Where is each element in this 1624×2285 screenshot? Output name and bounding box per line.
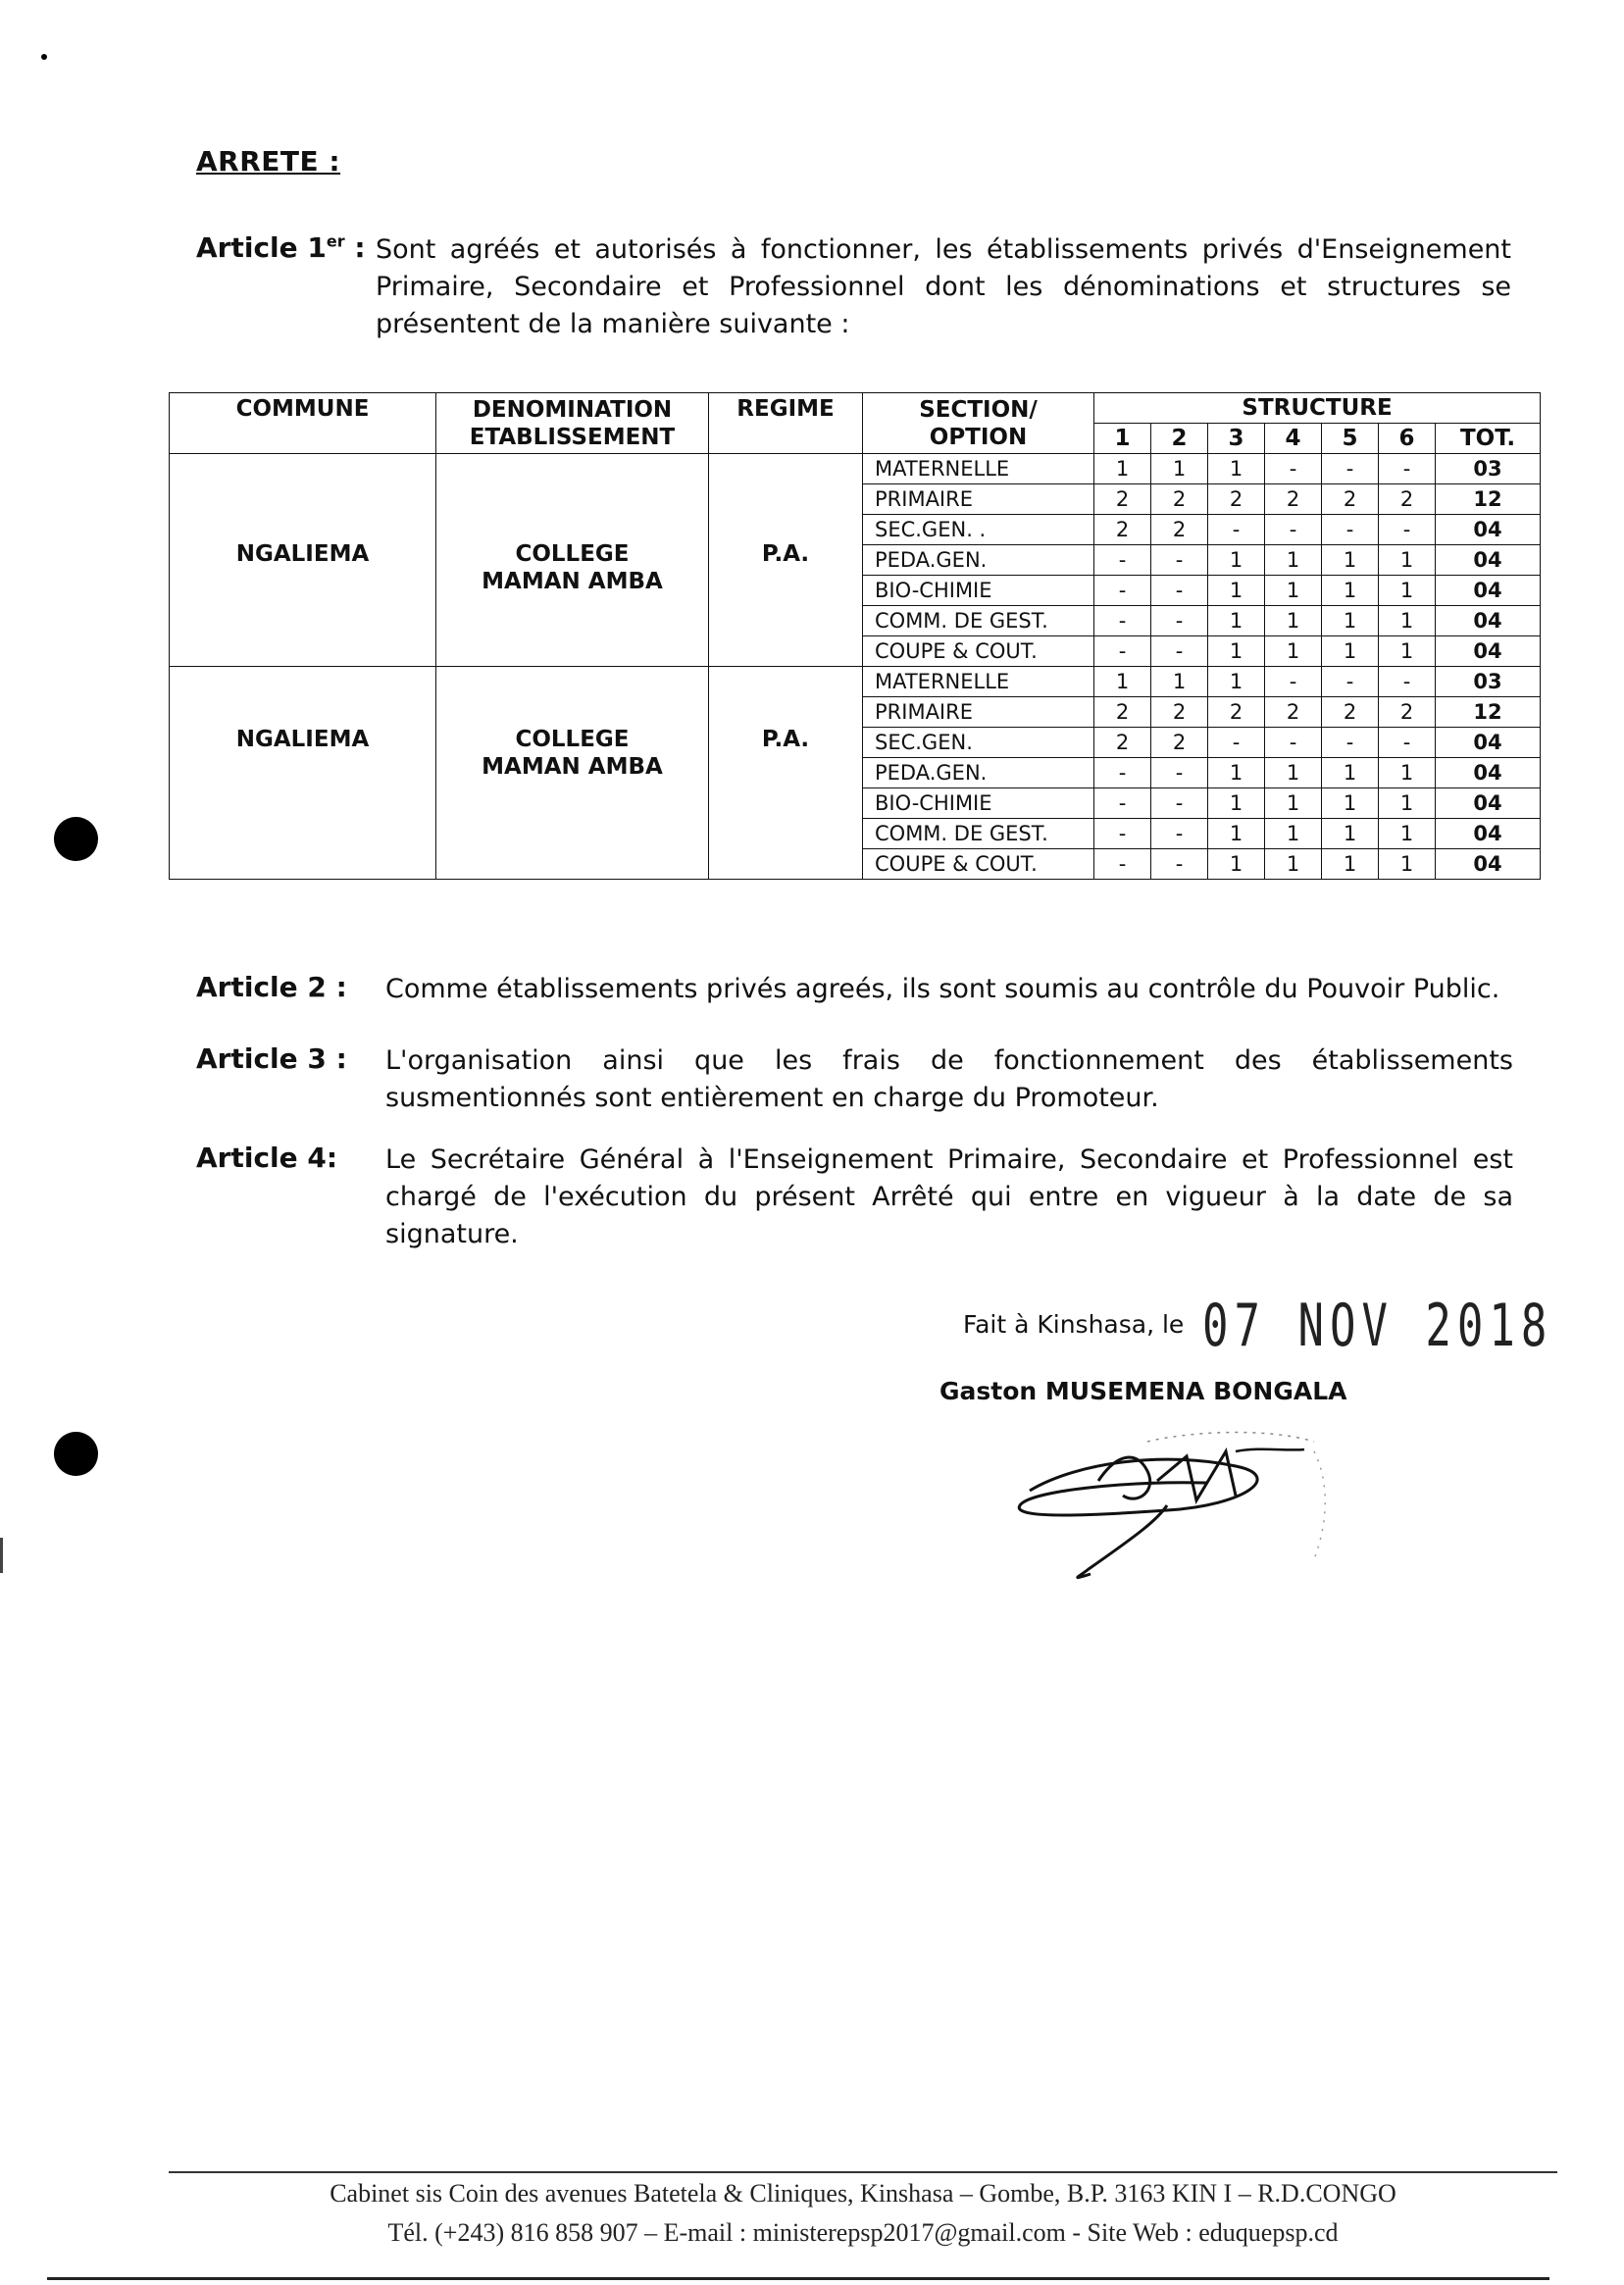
bottom-rule [47, 2277, 1549, 2280]
structure-cell: 1 [1379, 758, 1436, 788]
structure-cell: 1 [1265, 788, 1322, 819]
structure-cell: - [1151, 819, 1208, 849]
structure-cell: - [1265, 667, 1322, 697]
header-col-5: 5 [1322, 424, 1379, 454]
structure-cell: 1 [1208, 636, 1265, 667]
structure-cell: - [1379, 728, 1436, 758]
structure-cell: 1 [1208, 788, 1265, 819]
structure-cell: 1 [1379, 606, 1436, 636]
structure-cell: - [1265, 454, 1322, 484]
total-cell: 04 [1436, 606, 1541, 636]
section-cell: SEC.GEN. [863, 728, 1094, 758]
footer-address: Cabinet sis Coin des avenues Batetela & Cliniques, Kinshasa – Gombe, B.P. 3163 KIN I – R.D.CONGO [330, 2179, 1396, 2208]
punch-hole [54, 817, 98, 861]
article-3-label: Article 3 : [196, 1042, 347, 1075]
structure-cell: - [1094, 758, 1151, 788]
table-row [170, 667, 1541, 697]
structure-cell: - [1094, 576, 1151, 606]
structure-cell: 2 [1208, 697, 1265, 728]
article-1-text: Sont agréés et autorisés à fonctionner, les établissements privés d'Enseignement Primaire, Secondaire et Professionnel dont les dénominations et structures se présentent de la manière suivante : [376, 234, 1511, 339]
structure-cell: - [1094, 788, 1151, 819]
header-regime: REGIME [709, 393, 863, 454]
structure-cell: 1 [1265, 545, 1322, 576]
establishments-table [169, 392, 1541, 880]
structure-cell: - [1322, 728, 1379, 758]
structure-cell: 2 [1322, 484, 1379, 515]
structure-cell: 1 [1151, 454, 1208, 484]
header-section-option: SECTION/ OPTION [863, 393, 1094, 454]
commune-cell: NGALIEMA [170, 454, 436, 667]
structure-cell: 1 [1322, 788, 1379, 819]
total-cell: 12 [1436, 484, 1541, 515]
structure-cell: - [1151, 849, 1208, 880]
structure-cell: - [1151, 788, 1208, 819]
total-cell: 04 [1436, 758, 1541, 788]
section-cell: PEDA.GEN. [863, 545, 1094, 576]
structure-cell: 2 [1265, 697, 1322, 728]
header-col-6: 6 [1379, 424, 1436, 454]
article-2-text: Comme établissements privés agreés, ils sont soumis au contrôle du Pouvoir Public. [385, 974, 1500, 1004]
header-denomination: DENOMINATION ETABLISSEMENT [436, 393, 709, 454]
section-cell: COMM. DE GEST. [863, 819, 1094, 849]
structure-cell: 2 [1151, 484, 1208, 515]
section-cell: COUPE & COUT. [863, 849, 1094, 880]
structure-cell: - [1094, 545, 1151, 576]
structure-cell: - [1208, 728, 1265, 758]
total-cell: 04 [1436, 788, 1541, 819]
structure-cell: - [1379, 454, 1436, 484]
section-cell: PRIMAIRE [863, 484, 1094, 515]
establishment-cell: COLLEGE MAMAN AMBA [436, 667, 709, 880]
structure-cell: 1 [1208, 576, 1265, 606]
header-col-4: 4 [1265, 424, 1322, 454]
ink-speck [41, 54, 47, 60]
structure-cell: 2 [1151, 728, 1208, 758]
structure-cell: - [1322, 515, 1379, 545]
structure-cell: 1 [1208, 545, 1265, 576]
total-cell: 04 [1436, 849, 1541, 880]
structure-cell: 1 [1322, 545, 1379, 576]
structure-cell: 1 [1208, 454, 1265, 484]
article-3-text: L'organisation ainsi que les frais de fonctionnement des établissements susmentionnés sont entièrement en charge du Promoteur. [385, 1045, 1513, 1113]
signer-name: Gaston MUSEMENA BONGALA [939, 1377, 1347, 1405]
structure-cell: 1 [1208, 758, 1265, 788]
structure-cell: 1 [1379, 819, 1436, 849]
table-row [170, 454, 1541, 484]
structure-cell: 1 [1322, 758, 1379, 788]
structure-cell: 1 [1322, 606, 1379, 636]
structure-cell: 1 [1265, 636, 1322, 667]
structure-cell: - [1094, 819, 1151, 849]
punch-hole [54, 1432, 98, 1476]
section-cell: PRIMAIRE [863, 697, 1094, 728]
date-stamp: 07 NOV 2018 [1202, 1293, 1553, 1360]
structure-cell: 1 [1094, 454, 1151, 484]
total-cell: 04 [1436, 576, 1541, 606]
structure-cell: 1 [1208, 606, 1265, 636]
header-col-2: 2 [1151, 424, 1208, 454]
structure-cell: 1 [1265, 819, 1322, 849]
structure-cell: - [1379, 667, 1436, 697]
structure-cell: - [1379, 515, 1436, 545]
structure-cell: 2 [1094, 697, 1151, 728]
structure-cell: 1 [1379, 788, 1436, 819]
section-cell: MATERNELLE [863, 454, 1094, 484]
structure-cell: 1 [1265, 576, 1322, 606]
section-cell: PEDA.GEN. [863, 758, 1094, 788]
total-cell: 04 [1436, 819, 1541, 849]
total-cell: 03 [1436, 667, 1541, 697]
structure-cell: 1 [1094, 667, 1151, 697]
article-4-text: Le Secrétaire Général à l'Enseignement Primaire, Secondaire et Professionnel est chargé de l'exécution du présent Arrêté qui entre en vigueur à la date de sa signature. [385, 1144, 1513, 1249]
article-2-label: Article 2 : [196, 971, 347, 1003]
structure-cell: 2 [1094, 484, 1151, 515]
section-cell: COMM. DE GEST. [863, 606, 1094, 636]
regime-cell: P.A. [709, 667, 863, 880]
handwritten-signature [990, 1412, 1383, 1608]
place-and-date-label: Fait à Kinshasa, le [963, 1310, 1185, 1339]
structure-cell: 2 [1151, 697, 1208, 728]
structure-cell: 1 [1379, 545, 1436, 576]
structure-cell: 2 [1208, 484, 1265, 515]
header-commune: COMMUNE [170, 393, 436, 454]
section-cell: BIO-CHIMIE [863, 576, 1094, 606]
article-1-label: Article 1er : [196, 231, 366, 264]
structure-cell: - [1151, 758, 1208, 788]
structure-cell: 1 [1379, 849, 1436, 880]
structure-cell: 1 [1322, 636, 1379, 667]
regime-cell: P.A. [709, 454, 863, 667]
structure-cell: 2 [1151, 515, 1208, 545]
header-col-1: 1 [1094, 424, 1151, 454]
structure-cell: - [1094, 606, 1151, 636]
decree-heading: ARRETE : [196, 145, 341, 178]
header-structure: STRUCTURE [1094, 393, 1541, 424]
structure-cell: - [1151, 636, 1208, 667]
commune-cell: NGALIEMA [170, 667, 436, 880]
total-cell: 04 [1436, 545, 1541, 576]
structure-cell: 1 [1265, 606, 1322, 636]
structure-cell: 1 [1151, 667, 1208, 697]
structure-cell: - [1151, 576, 1208, 606]
structure-cell: 1 [1208, 819, 1265, 849]
structure-cell: - [1094, 636, 1151, 667]
structure-cell: - [1265, 515, 1322, 545]
total-cell: 04 [1436, 636, 1541, 667]
total-cell: 04 [1436, 515, 1541, 545]
structure-cell: 2 [1094, 728, 1151, 758]
article-4-label: Article 4: [196, 1142, 338, 1174]
section-cell: SEC.GEN. . [863, 515, 1094, 545]
structure-cell: - [1151, 606, 1208, 636]
structure-cell: 2 [1322, 697, 1379, 728]
structure-cell: 1 [1208, 667, 1265, 697]
structure-cell: 1 [1322, 576, 1379, 606]
structure-cell: 1 [1265, 849, 1322, 880]
structure-cell: 1 [1379, 636, 1436, 667]
structure-cell: 2 [1379, 697, 1436, 728]
structure-cell: 1 [1208, 849, 1265, 880]
section-cell: COUPE & COUT. [863, 636, 1094, 667]
scan-edge-mark [0, 1538, 3, 1573]
structure-cell: 1 [1322, 849, 1379, 880]
structure-cell: 1 [1379, 576, 1436, 606]
establishment-cell: COLLEGE MAMAN AMBA [436, 454, 709, 667]
structure-cell: - [1322, 667, 1379, 697]
structure-cell: 1 [1265, 758, 1322, 788]
structure-cell: - [1151, 545, 1208, 576]
total-cell: 03 [1436, 454, 1541, 484]
total-cell: 12 [1436, 697, 1541, 728]
structure-cell: - [1208, 515, 1265, 545]
structure-cell: 2 [1379, 484, 1436, 515]
structure-cell: 2 [1265, 484, 1322, 515]
footer-rule [169, 2171, 1557, 2173]
structure-cell: 2 [1094, 515, 1151, 545]
section-cell: MATERNELLE [863, 667, 1094, 697]
header-col-total: TOT. [1436, 424, 1541, 454]
structure-cell: - [1094, 849, 1151, 880]
structure-cell: - [1265, 728, 1322, 758]
structure-cell: - [1322, 454, 1379, 484]
header-col-3: 3 [1208, 424, 1265, 454]
footer-contact: Tél. (+243) 816 858 907 – E-mail : ministerepsp2017@gmail.com - Site Web : eduquepsp.cd [387, 2218, 1339, 2247]
structure-cell: 1 [1322, 819, 1379, 849]
total-cell: 04 [1436, 728, 1541, 758]
section-cell: BIO-CHIMIE [863, 788, 1094, 819]
